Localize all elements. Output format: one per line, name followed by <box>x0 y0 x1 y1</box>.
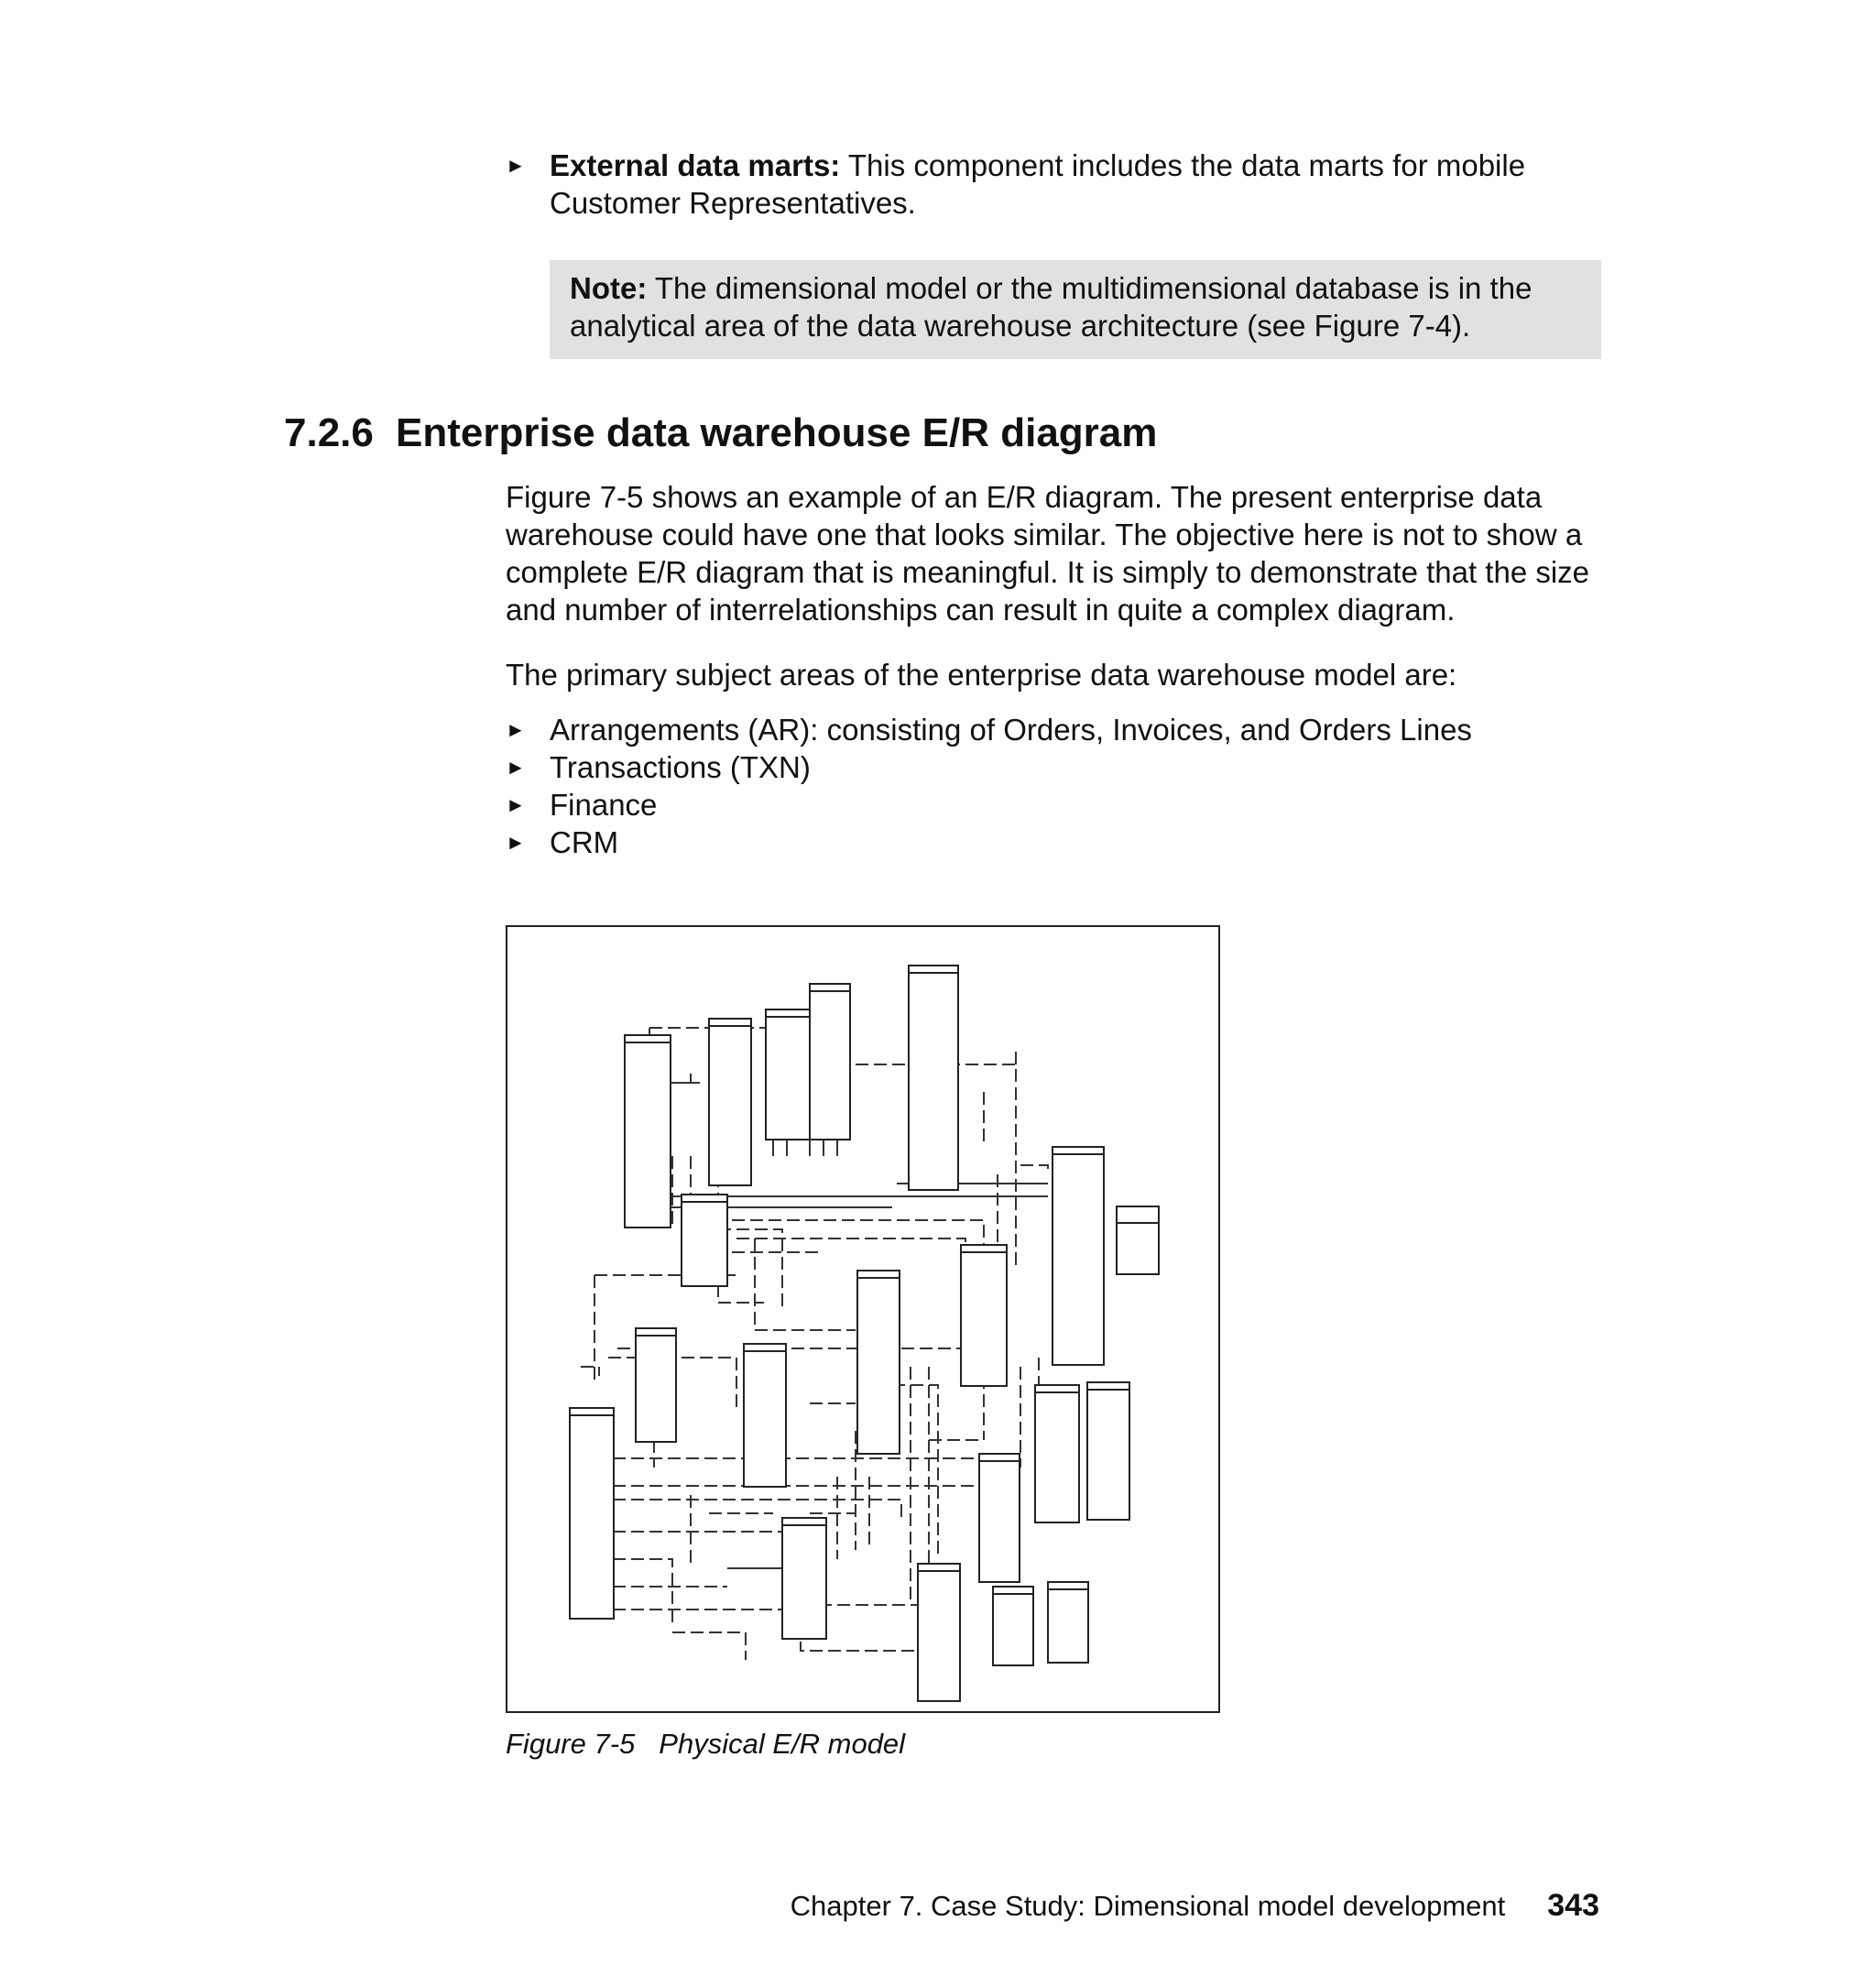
bullet-marker: ► <box>506 793 526 816</box>
paragraph-intro: Figure 7-5 shows an example of an E/R diagram. The present enterprise data warehouse could have one that looks similar. The objective here is not to show a complete E/R diagram that is meaningful. It is simply to demonstrate that the size and number of interrelationships can result in quite a complex diagram. <box>506 480 1590 627</box>
section-number: 7.2.6 <box>284 410 374 455</box>
bullet-marker: ► <box>506 154 526 177</box>
page-number: 343 <box>1547 1888 1599 1923</box>
figure-label: Figure 7-5 <box>506 1728 636 1760</box>
list-item-text: Transactions (TXN) <box>550 750 811 784</box>
list-item <box>506 711 1605 748</box>
note-label: Note: <box>570 271 648 305</box>
chapter-title: Chapter 7. Case Study: Dimensional model development <box>790 1890 1506 1922</box>
bullet-marker: ► <box>506 831 526 854</box>
section-heading <box>284 409 1157 458</box>
bullet-text <box>550 147 1603 222</box>
external-data-marts-bullet <box>506 147 1605 224</box>
list-item-text: Arrangements (AR): consisting of Orders, Invoices, and Orders Lines <box>550 713 1472 747</box>
note-text: The dimensional model or the multidimensional database is in the analytical area of the data warehouse architecture (see Figure 7-4). <box>570 271 1532 343</box>
er-diagram-figure <box>506 925 1220 1713</box>
list-item <box>506 748 1605 786</box>
list-item-text: CRM <box>550 825 619 859</box>
figure-caption <box>506 1726 905 1762</box>
page-footer <box>791 1887 1599 1925</box>
bullet-label: External data marts: <box>550 148 841 182</box>
paragraph-subject-areas: The primary subject areas of the enterprise data warehouse model are: <box>506 658 1457 692</box>
bullet-body: This component includes the data marts for mobile Customer Representatives. <box>550 148 1526 220</box>
bullet-marker: ► <box>506 718 526 741</box>
er-diagram <box>507 927 1222 1715</box>
figure-caption-text: Physical E/R model <box>659 1728 906 1760</box>
bullet-marker: ► <box>506 756 526 779</box>
section-title: Enterprise data warehouse E/R diagram <box>396 410 1158 455</box>
list-item <box>506 824 1605 861</box>
list-item <box>506 786 1605 824</box>
list-item-text: Finance <box>550 788 658 822</box>
note-box <box>550 260 1601 359</box>
